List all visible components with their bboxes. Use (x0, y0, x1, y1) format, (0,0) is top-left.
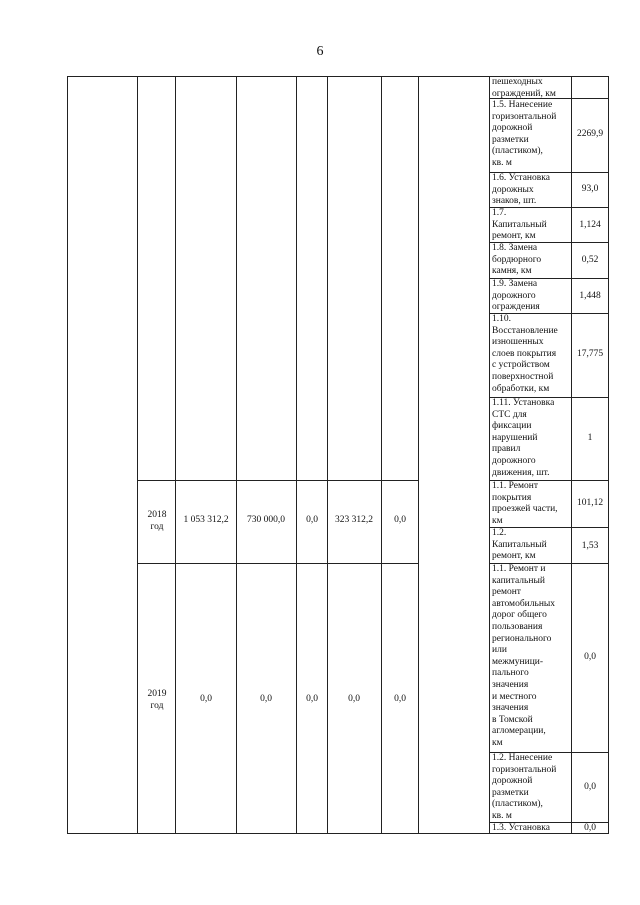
row-border (137, 480, 419, 481)
federal-amount: 0,0 (260, 694, 272, 704)
item-value: 101,12 (576, 498, 604, 508)
item-text: 1.8. Замена бордюрного камня, км (492, 243, 542, 277)
item-value: 1,448 (579, 291, 601, 301)
item-value: 1,124 (579, 220, 601, 230)
other-amount: 0,0 (394, 515, 406, 525)
regional-amount: 0,0 (306, 694, 318, 704)
regional-amount: 0,0 (306, 515, 318, 525)
federal-amount: 730 000,0 (247, 515, 285, 525)
col-border (327, 76, 328, 834)
col-border (296, 76, 297, 834)
page-number: 6 (316, 44, 324, 59)
col-border (175, 76, 176, 834)
item-value: 0,0 (584, 652, 596, 662)
item-text: 1.1. Ремонт покрытия проезжей части, км (492, 481, 558, 526)
item-text: 1.9. Замена дорожного ограждения (492, 279, 540, 313)
total-amount: 0,0 (200, 694, 212, 704)
col-border (137, 76, 138, 834)
item-value: 0,52 (581, 255, 599, 265)
other-amount: 0,0 (394, 694, 406, 704)
col-border (489, 76, 490, 834)
item-text: 1.6. Установка дорожных знаков, шт. (492, 173, 550, 207)
col-border (381, 76, 382, 834)
item-text: 1.2. Нанесение горизонтальной дорожной разметки (пластиком), кв. м (492, 753, 557, 821)
item-text: 1.3. Установка (492, 823, 550, 833)
item-value: 0,0 (584, 823, 596, 833)
item-text: 1.7. Капитальный ремонт, км (492, 208, 547, 242)
item-value: 1 (587, 433, 593, 443)
item-text: 1.11. Установка СТС для фиксации нарушений правил дорожного движения, шт. (492, 398, 555, 478)
local-amount: 0,0 (348, 694, 360, 704)
col-border (67, 76, 68, 834)
col-border (418, 76, 419, 834)
year-label: 2019 год (147, 689, 167, 711)
item-text: 1.2. Капитальный ремонт, км (492, 528, 547, 562)
item-value: 2269,9 (576, 129, 604, 139)
total-amount: 1 053 312,2 (183, 515, 229, 525)
item-value: 17,775 (576, 349, 604, 359)
year-label: 2018 год (147, 510, 167, 532)
item-value: 93,0 (581, 184, 599, 194)
col-border (236, 76, 237, 834)
item-text: пешеходных ограждений, км (492, 77, 556, 99)
item-text: 1.5. Нанесение горизонтальной дорожной разметки (пластиком), кв. м (492, 100, 557, 168)
item-value: 1,53 (581, 541, 599, 551)
item-value: 0,0 (584, 782, 596, 792)
local-amount: 323 312,2 (335, 515, 373, 525)
item-text: 1.1. Ремонт и капитальный ремонт автомобильных дорог общего пользования регионального или межмуници- пального значения и местного значения в Томской агломерации, км (492, 564, 556, 748)
item-text: 1.10. Восстановление изношенных слоев покрытия с устройством поверхностной обработки, км (492, 314, 558, 394)
row-border (137, 563, 419, 564)
